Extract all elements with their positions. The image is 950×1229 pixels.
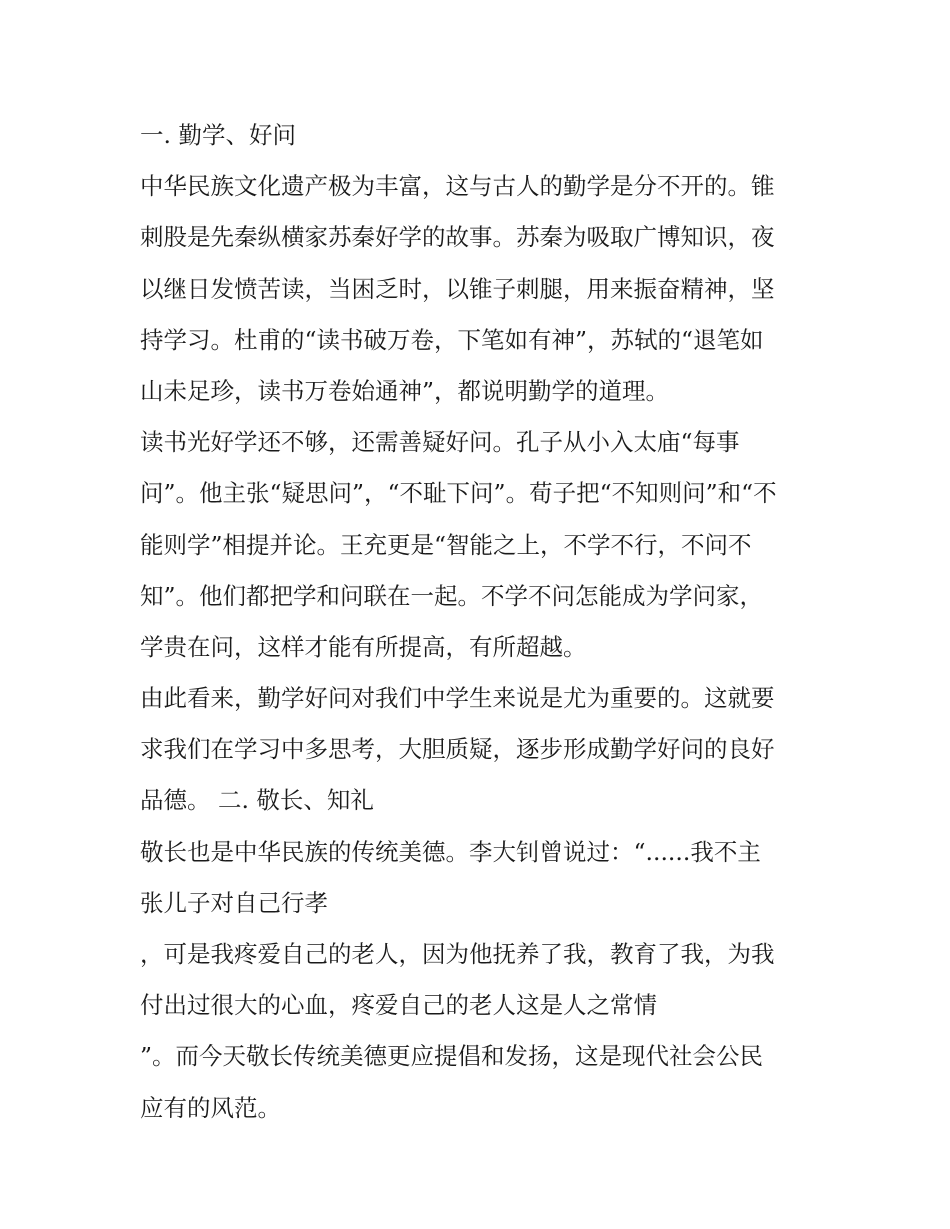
paragraph-line: 应有的风范。 bbox=[140, 1093, 281, 1122]
document-body bbox=[140, 110, 820, 1134]
paragraph-line: 刺股是先秦纵横家苏秦好学的故事。苏秦为吸取广博知识，夜 bbox=[140, 223, 775, 252]
paragraph-line: 敬长也是中华民族的传统美德。李大钊曾说过：“......我不主 bbox=[140, 837, 761, 866]
paragraph-line: 山未足珍，读书万卷始通神”，都说明勤学的道理。 bbox=[140, 376, 670, 405]
paragraph-line: 求我们在学习中多思考，大胆质疑，逐步形成勤学好问的良好 bbox=[140, 735, 775, 764]
paragraph-line: 读书光好学还不够，还需善疑好问。孔子从小入太庙“每事 bbox=[140, 428, 740, 457]
section-heading-1: 一. 勤学、好问 bbox=[140, 121, 296, 149]
paragraph-line-with-heading-2: 品德。 二. 敬长、知礼 bbox=[140, 786, 374, 815]
paragraph-line: 张儿子对自己行孝 bbox=[140, 888, 328, 917]
paragraph-line: 中华民族文化遗产极为丰富，这与古人的勤学是分不开的。锥 bbox=[140, 172, 775, 201]
paragraph-line: 付出过很大的心血，疼爱自己的老人这是人之常情 bbox=[140, 991, 657, 1020]
paragraph-line: 能则学”相提并论。王充更是“智能之上，不学不行，不问不 bbox=[140, 530, 752, 559]
paragraph-line: 问”。他主张“疑思问”，“不耻下问”。荀子把“不知则问”和“不 bbox=[140, 479, 777, 508]
paragraph-line: 以继日发愤苦读，当困乏时，以锥子刺腿，用来振奋精神，坚 bbox=[140, 274, 775, 303]
paragraph-line: ”。而今天敬长传统美德更应提倡和发扬，这是现代社会公民 bbox=[140, 1042, 764, 1071]
paragraph-line: 学贵在问，这样才能有所提高，有所超越。 bbox=[140, 632, 587, 661]
paragraph-line: 由此看来，勤学好问对我们中学生来说是尤为重要的。这就要 bbox=[140, 684, 775, 713]
paragraph-line: 知”。他们都把学和问联在一起。不学不问怎能成为学问家， bbox=[140, 581, 764, 610]
paragraph-line: 持学习。杜甫的“读书破万卷，下笔如有神”，苏轼的“退笔如 bbox=[140, 325, 764, 354]
paragraph-line: ，可是我疼爱自己的老人，因为他抚养了我，教育了我，为我 bbox=[140, 940, 775, 968]
